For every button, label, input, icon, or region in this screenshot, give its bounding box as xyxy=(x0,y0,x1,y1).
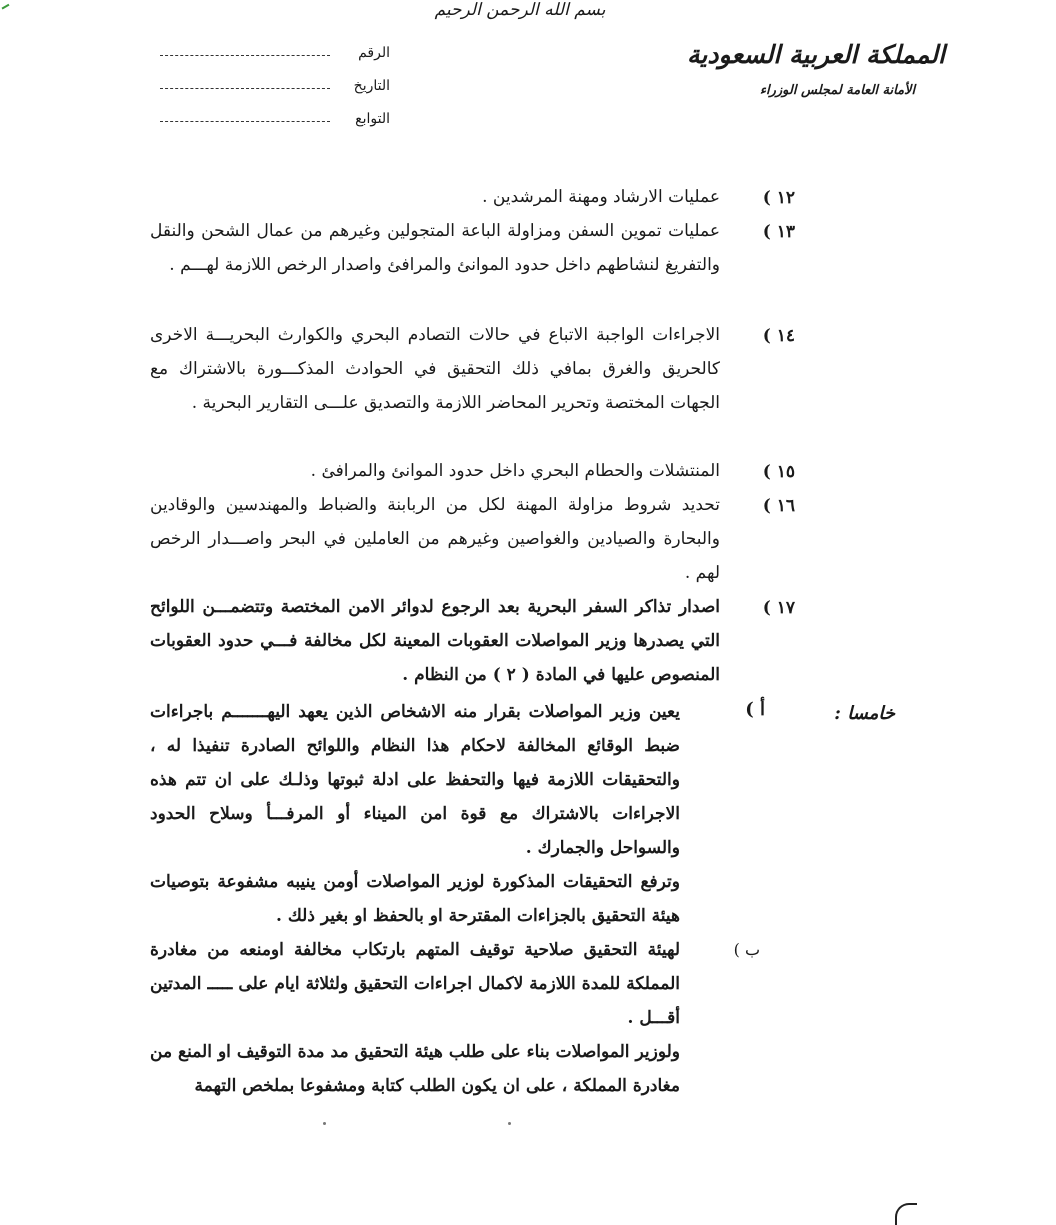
sub-item-letter: ب ) xyxy=(733,940,760,959)
date-label: التاريخ xyxy=(353,77,390,94)
sub-item-text: ولوزير المواصلات بناء على طلب هيئة التحقيق مد مدة التوقيف او المنع من مغادرة المملكة ، على ان يكون الطلب كتابة ومشفوعا بملخص التهمة xyxy=(150,1042,680,1096)
item-text: تحديد شروط مزاولة المهنة لكل من الربابنة والضباط والمهندسين والوقادين والبحارة والصيادين والغواصين وغيرهم من العاملين في البحر واصـــدار الرخص لهم . xyxy=(150,495,720,583)
item-text: اصدار تذاكر السفر البحرية بعد الرجوع لدوائر الامن المختصة وتتضمـــن اللوائح التي يصدرها وزير المواصلات العقوبات المعينة لكل مخالفة فـــي حدود العقوبات المنصوص عليها في المادة ( ٢ ) من النظام . xyxy=(150,597,720,685)
scan-speck xyxy=(508,1122,511,1125)
item-number: ١٧ ) xyxy=(762,598,795,618)
attachments-label: التوابع xyxy=(355,110,390,127)
date-line xyxy=(160,87,330,89)
item-text: الاجراءات الواجبة الاتباع في حالات التصادم البحري والكوارث البحريـــة الاخرى كالحريق والغرق بمافي ذلك التحقيق في الحوادث المذكـــورة بالاشتراك مع الجهات المختصة وتحرير المحاضر اللازمة والتصديق علـــى التقارير البحرية . xyxy=(150,325,720,413)
reference-number-line xyxy=(160,54,330,56)
sub-item-letter: أ ) xyxy=(745,699,765,720)
date-row xyxy=(150,69,390,102)
green-tick-mark xyxy=(0,0,9,9)
item-text: المنتشلات والحطام البحري داخل حدود الموانئ والمرافئ . xyxy=(310,461,720,481)
item-number: ١٣ ) xyxy=(762,222,795,242)
reference-number-row xyxy=(150,36,390,69)
section-five xyxy=(150,695,895,1115)
attachments-line xyxy=(160,120,330,122)
reference-fields xyxy=(150,36,390,135)
item-number: ١٢ ) xyxy=(762,188,795,208)
sub-item-text: يعين وزير المواصلات بقرار منه الاشخاص الذين يعهد اليهـــــــم باجراءات ضبط الوقائع المخالفة لاحكام هذا النظام واللوائح الصادرة تنفيذا له ، والتحقيقات اللازمة فيها والتحفظ على ادلة ثبوتها وذلـك على ان تتم هذه الاجراءات بالاشتراك مع قوة امن الميناء أو المرفـــأ وسلاح الحدود والسواحل والجمارك . xyxy=(150,702,680,858)
scan-speck xyxy=(323,1122,326,1125)
item-number: ١٥ ) xyxy=(762,462,795,482)
item-number: ١٦ ) xyxy=(762,496,795,516)
item-number: ١٤ ) xyxy=(762,326,795,346)
letterhead-subtitle: الأمانة العامة لمجلس الوزراء xyxy=(759,83,916,98)
item-text: عمليات تموين السفن ومزاولة الباعة المتجولين وغيرهم من عمال الشحن والنقل والتفريغ لنشاطهم داخل حدود الموانئ والمرافئ واصدار الرخص اللازمة لهـــم . xyxy=(150,221,720,275)
numbered-items xyxy=(150,180,795,690)
section-five-label: خامسا : xyxy=(834,703,895,724)
letterhead-title: المملكة العربية السعودية xyxy=(686,40,945,69)
reference-number-label: الرقم xyxy=(358,44,390,61)
corner-mark xyxy=(895,1203,917,1225)
basmala: بسم الله الرحمن الرحيم xyxy=(434,0,606,20)
sub-item-text: وترفع التحقيقات المذكورة لوزير المواصلات أومن ينيبه مشفوعة بتوصيات هيئة التحقيق بالجزاءات المقترحة او بالحفظ او بغير ذلك . xyxy=(150,872,680,926)
attachments-row xyxy=(150,102,390,135)
item-text: عمليات الارشاد ومهنة المرشدين . xyxy=(482,187,720,207)
letterhead xyxy=(686,30,945,115)
sub-item-text: لهيئة التحقيق صلاحية توقيف المتهم بارتكاب مخالفة اومنعه من مغادرة المملكة للمدة اللازمة لاكمال اجراءات التحقيق ولثلاثة ايام على ـــــ المدتين أقـــل . xyxy=(150,940,680,1028)
